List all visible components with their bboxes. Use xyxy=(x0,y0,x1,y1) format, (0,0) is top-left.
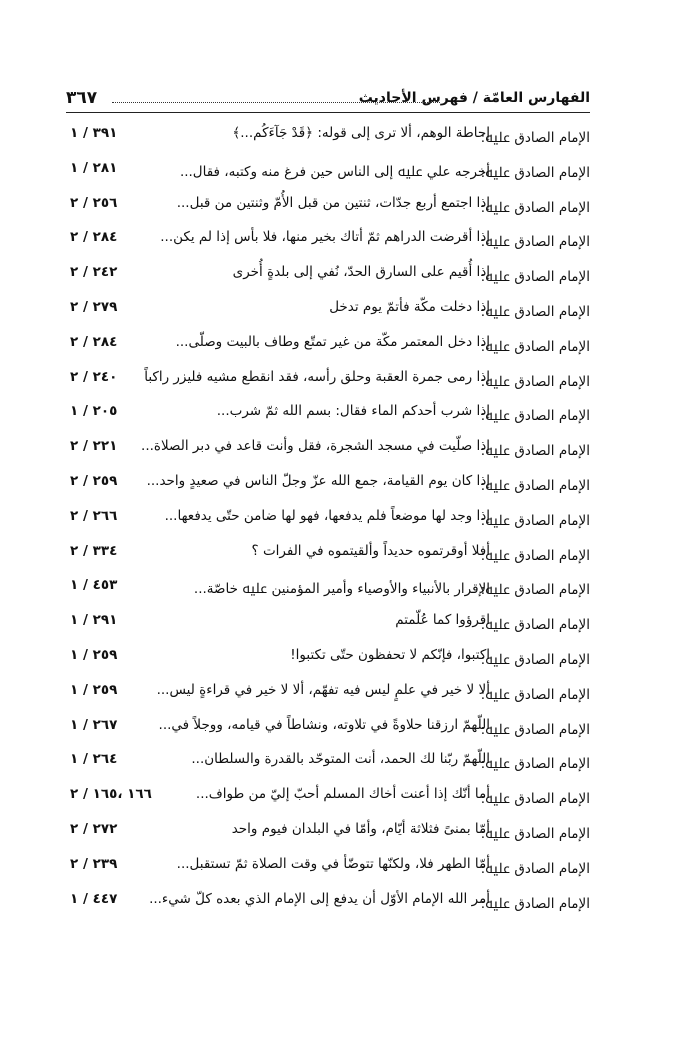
leader-dots xyxy=(112,102,440,103)
entry-reference: ٤٤٧ / ١ xyxy=(70,890,118,907)
entry-speaker: الإمام الصادق ﷷ: xyxy=(480,269,590,286)
entry-speaker: الإمام الصادق ﷷ: xyxy=(480,512,590,529)
index-entry xyxy=(66,818,590,853)
index-entry xyxy=(66,644,590,679)
entry-reference: ٢٦٧ / ١ xyxy=(70,716,118,733)
entry-speaker: الإمام الصادق ﷷ: xyxy=(480,825,590,842)
entry-text: أفلا أوقرتموه حديداً وألقيتموه في الفرات ؟ xyxy=(251,542,490,559)
entry-speaker: الإمام الصادق ﷷ: xyxy=(480,895,590,912)
entry-text: أما أنّك إذا أعنت أخاك المسلم أحبّ إليّ من طواف... xyxy=(195,786,490,803)
index-entry xyxy=(66,505,590,540)
page-number: ٣٦٧ xyxy=(66,88,98,108)
entry-speaker: الإمام الصادق ﷷ: xyxy=(480,443,590,460)
entry-speaker: الإمام الصادق ﷷ: xyxy=(480,234,590,251)
entry-text: اللّهمّ ارزقنا حلاوةً في تلاوته، ونشاطاً في قيامه، ووجلاً في... xyxy=(158,716,490,733)
entry-reference: ٢٦٦ / ٢ xyxy=(70,507,118,524)
entry-text: إحاطة الوهم، ألا ترى إلى قوله: ﴿قَدْ جَآءَكُم...﴾ xyxy=(232,125,490,141)
entry-reference: ٢٤٢ / ٢ xyxy=(70,264,118,281)
index-entry xyxy=(66,366,590,401)
entry-reference: ٤٥٣ / ١ xyxy=(70,577,118,594)
index-entry xyxy=(66,261,590,296)
index-entry xyxy=(66,470,590,505)
entry-text: إذا كان يوم القيامة، جمع الله عزّ وجلّ الناس في صعيدٍ واحد... xyxy=(146,472,490,489)
index-entry xyxy=(66,888,590,923)
entry-speaker: الإمام الصادق ﷷ: xyxy=(480,686,590,703)
index-entry xyxy=(66,853,590,888)
index-entry xyxy=(66,714,590,749)
entry-speaker: الإمام الصادق ﷷ: xyxy=(480,547,590,564)
entry-speaker: الإمام الصادق ﷷ: xyxy=(480,860,590,877)
entry-reference: ٢٤٠ / ٢ xyxy=(70,368,118,385)
hadith-index-list xyxy=(66,122,590,922)
entry-text: اللّهمّ ربّنا لك الحمد، أنت المتوحّد بالقدرة والسلطان... xyxy=(191,751,490,768)
header-title: الفهارس العامّة / فهرس الأحاديث xyxy=(358,90,590,106)
index-entry xyxy=(66,157,590,192)
entry-reference: ٣٣٤ / ٢ xyxy=(70,542,118,559)
entry-speaker: الإمام الصادق ﷷ: xyxy=(480,199,590,216)
index-entry xyxy=(66,122,590,157)
entry-speaker: الإمام الصادق ﷷ: xyxy=(480,408,590,425)
entry-speaker: الإمام الصادق ﷷ: xyxy=(480,721,590,738)
entry-speaker: الإمام الصادق ﷷ: xyxy=(480,303,590,320)
entry-text: ألا لا خير في علمٍ ليس فيه تفهّم، ألا لا خير في قراءةٍ ليس... xyxy=(156,681,490,698)
entry-text: أخرجه علي ﷷ إلى الناس حين فرغ منه وكتبه، فقال... xyxy=(179,163,490,180)
entry-text: إذا رمى جمرة العقبة وحلق رأسه، فقد انقطع مشيه فليزر راكباً xyxy=(144,368,490,385)
entry-reference: ٢٥٩ / ١ xyxy=(70,646,118,663)
entry-text: إذا دخلت مكّة فأتمّ يوم تدخل xyxy=(329,298,490,315)
entry-speaker: الإمام الصادق ﷷ: xyxy=(480,477,590,494)
entry-reference: ٢٥٦ / ٢ xyxy=(70,194,118,211)
entry-text: أمر الله الإمام الأوّل أن يدفع إلى الإمام الذي بعده كلّ شيء... xyxy=(149,890,490,907)
index-entry xyxy=(66,192,590,227)
entry-reference: ٢٣٩ / ٢ xyxy=(70,855,118,872)
entry-reference: ٢٩١ / ١ xyxy=(70,612,118,629)
entry-speaker: الإمام الصادق ﷷ: xyxy=(480,791,590,808)
entry-reference: ١٦٦ ،١٦٥ / ٢ xyxy=(70,786,152,803)
entry-speaker: الإمام الصادق ﷷ: xyxy=(480,651,590,668)
entry-reference: ٢٠٥ / ١ xyxy=(70,403,118,420)
entry-speaker: الإمام الصادق ﷷ: xyxy=(480,617,590,634)
entry-reference: ٢٦٤ / ١ xyxy=(70,751,118,768)
entry-text: اقرؤوا كما عُلّمتم xyxy=(395,612,490,629)
index-entry xyxy=(66,609,590,644)
entry-text: إذا صلّيت في مسجد الشجرة، فقل وأنت قاعد في دبر الصلاة... xyxy=(141,438,490,455)
index-entry xyxy=(66,748,590,783)
entry-reference: ٢٢١ / ٢ xyxy=(70,438,118,455)
entry-speaker: الإمام الصادق ﷷ: xyxy=(480,373,590,390)
entry-speaker: الإمام الصادق ﷷ: xyxy=(480,130,590,146)
running-header xyxy=(66,90,590,113)
index-entry xyxy=(66,783,590,818)
entry-text: إذا شرب أحدكم الماء فقال: بسم الله ثمّ شرب... xyxy=(216,403,490,420)
entry-reference: ٢٧٩ / ٢ xyxy=(70,298,118,315)
entry-reference: ٢٥٩ / ١ xyxy=(70,681,118,698)
entry-reference: ٢٥٩ / ٢ xyxy=(70,472,118,489)
entry-reference: ٣٩١ / ١ xyxy=(70,125,118,141)
index-entry xyxy=(66,540,590,575)
index-entry xyxy=(66,574,590,609)
entry-text: أمّا بمنىً فثلاثة أيّام، وأمّا في البلدان فيوم واحد xyxy=(231,820,490,837)
entry-text: إذا دخل المعتمر مكّة من غير تمتّع وطاف بالبيت وصلّى... xyxy=(175,333,490,350)
entry-speaker: الإمام الصادق ﷷ: xyxy=(480,164,590,181)
entry-text: الإقرار بالأنبياء والأوصياء وأمير المؤمنين ﷷ خاصّة... xyxy=(193,581,490,598)
entry-text: إذا أقرضت الدراهم ثمّ أتاك بخير منها، فلا بأس إذا لم يكن... xyxy=(160,229,490,246)
entry-speaker: الإمام الصادق ﷷ: xyxy=(480,582,590,599)
index-entry xyxy=(66,331,590,366)
index-entry xyxy=(66,435,590,470)
index-entry xyxy=(66,226,590,261)
entry-reference: ٢٨١ / ١ xyxy=(70,159,118,176)
entry-reference: ٢٨٤ / ٢ xyxy=(70,333,118,350)
index-entry xyxy=(66,679,590,714)
index-entry xyxy=(66,400,590,435)
entry-speaker: الإمام الصادق ﷷ: xyxy=(480,338,590,355)
entry-reference: ٢٧٢ / ٢ xyxy=(70,820,118,837)
entry-text: إذا اجتمع أربع جدّات، ثنتين من قبل الأُمّ وثنتين من قبل... xyxy=(176,194,490,211)
entry-text: إذا وجد لها موضعاً فلم يدفعها، فهو لها ضامن حتّى يدفعها... xyxy=(164,507,490,524)
entry-text: أمّا الطهر فلا، ولكنّها تتوضّأ في وقت الصلاة ثمّ تستقبل... xyxy=(176,855,490,872)
entry-text: اكتبوا، فإنّكم لا تحفظون حتّى تكتبوا! xyxy=(290,646,490,663)
index-entry xyxy=(66,296,590,331)
entry-text: إذا أُقيم على السارق الحدّ، نُفي إلى بلدةٍ أُخرى xyxy=(232,264,490,281)
entry-speaker: الإمام الصادق ﷷ: xyxy=(480,756,590,773)
entry-reference: ٢٨٤ / ٢ xyxy=(70,229,118,246)
